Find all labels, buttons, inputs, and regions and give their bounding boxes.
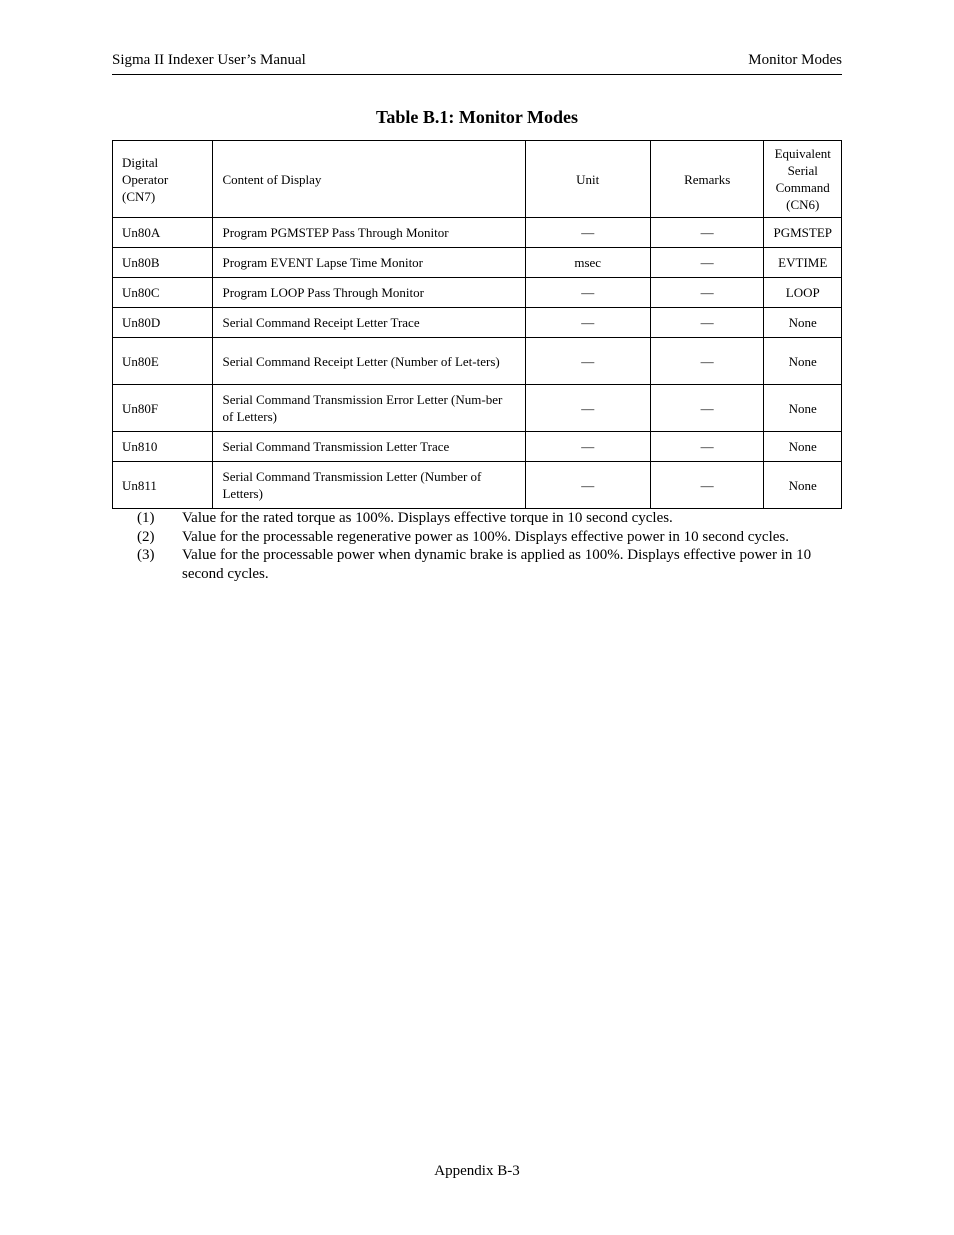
note-item [137,528,827,547]
page-footer: Appendix B-3 [434,1163,520,1179]
cell-unit: — [525,432,650,462]
table-header-row [113,141,842,218]
cell-operator: Un80D [113,308,213,338]
cell-operator: Un810 [113,432,213,462]
cell-operator: Un80A [113,218,213,248]
cell-remarks: — [650,462,764,509]
note-item [137,546,827,583]
section-title: Monitor Modes [748,52,842,68]
cell-content: Program LOOP Pass Through Monitor [213,278,525,308]
cell-serial: EVTIME [764,248,842,278]
cell-serial: None [764,385,842,432]
cell-remarks: — [650,248,764,278]
cell-remarks: — [650,385,764,432]
cell-content: Serial Command Transmission Letter (Number of Letters) [213,462,525,509]
cell-unit: — [525,338,650,385]
cell-unit: msec [525,248,650,278]
cell-content: Serial Command Receipt Letter (Number of Let-ters) [213,338,525,385]
table-row [113,248,842,278]
cell-serial: LOOP [764,278,842,308]
header-equivalent-serial-command: Equivalent Serial Command (CN6) [764,141,842,218]
cell-remarks: — [650,218,764,248]
table-row [113,338,842,385]
page-header [112,52,842,75]
cell-serial: PGMSTEP [764,218,842,248]
note-item [137,509,827,528]
cell-serial: None [764,338,842,385]
table-row [113,278,842,308]
note-text: Value for the processable regenerative power as 100%. Displays effective power in 10 second cycles. [182,528,789,545]
cell-operator: Un80C [113,278,213,308]
cell-unit: — [525,278,650,308]
header-remarks: Remarks [650,141,764,218]
manual-title: Sigma II Indexer User’s Manual [112,52,306,68]
cell-content: Program EVENT Lapse Time Monitor [213,248,525,278]
table-title: Table B.1: Monitor Modes [375,107,578,127]
cell-remarks: — [650,308,764,338]
cell-content: Program PGMSTEP Pass Through Monitor [213,218,525,248]
header-digital-operator: Digital Operator (CN7) [113,141,213,218]
cell-serial: None [764,432,842,462]
cell-serial: None [764,308,842,338]
note-number: (1) [137,510,155,526]
table-row [113,218,842,248]
cell-operator: Un80B [113,248,213,278]
table-notes [137,509,827,583]
cell-content: Serial Command Receipt Letter Trace [213,308,525,338]
cell-content: Serial Command Transmission Error Letter (Num-ber of Letters) [213,385,525,432]
cell-unit: — [525,308,650,338]
header-content-of-display: Content of Display [213,141,525,218]
cell-serial: None [764,462,842,509]
header-unit: Unit [525,141,650,218]
note-text: Value for the rated torque as 100%. Displays effective torque in 10 second cycles. [182,510,673,526]
cell-unit: — [525,462,650,509]
cell-operator: Un80F [113,385,213,432]
table-row [113,308,842,338]
cell-remarks: — [650,338,764,385]
table-row [113,385,842,432]
cell-remarks: — [650,278,764,308]
cell-unit: — [525,218,650,248]
note-number: (3) [137,547,155,563]
cell-operator: Un80E [113,338,213,385]
cell-operator: Un811 [113,462,213,509]
cell-content: Serial Command Transmission Letter Trace [213,432,525,462]
cell-remarks: — [650,432,764,462]
table-row [113,432,842,462]
cell-unit: — [525,385,650,432]
note-number: (2) [137,528,155,545]
monitor-modes-table [112,140,842,509]
table-row [113,462,842,509]
note-text: Value for the processable power when dynamic brake is applied as 100%. Displays effective power in 10 second cycles. [182,547,812,582]
